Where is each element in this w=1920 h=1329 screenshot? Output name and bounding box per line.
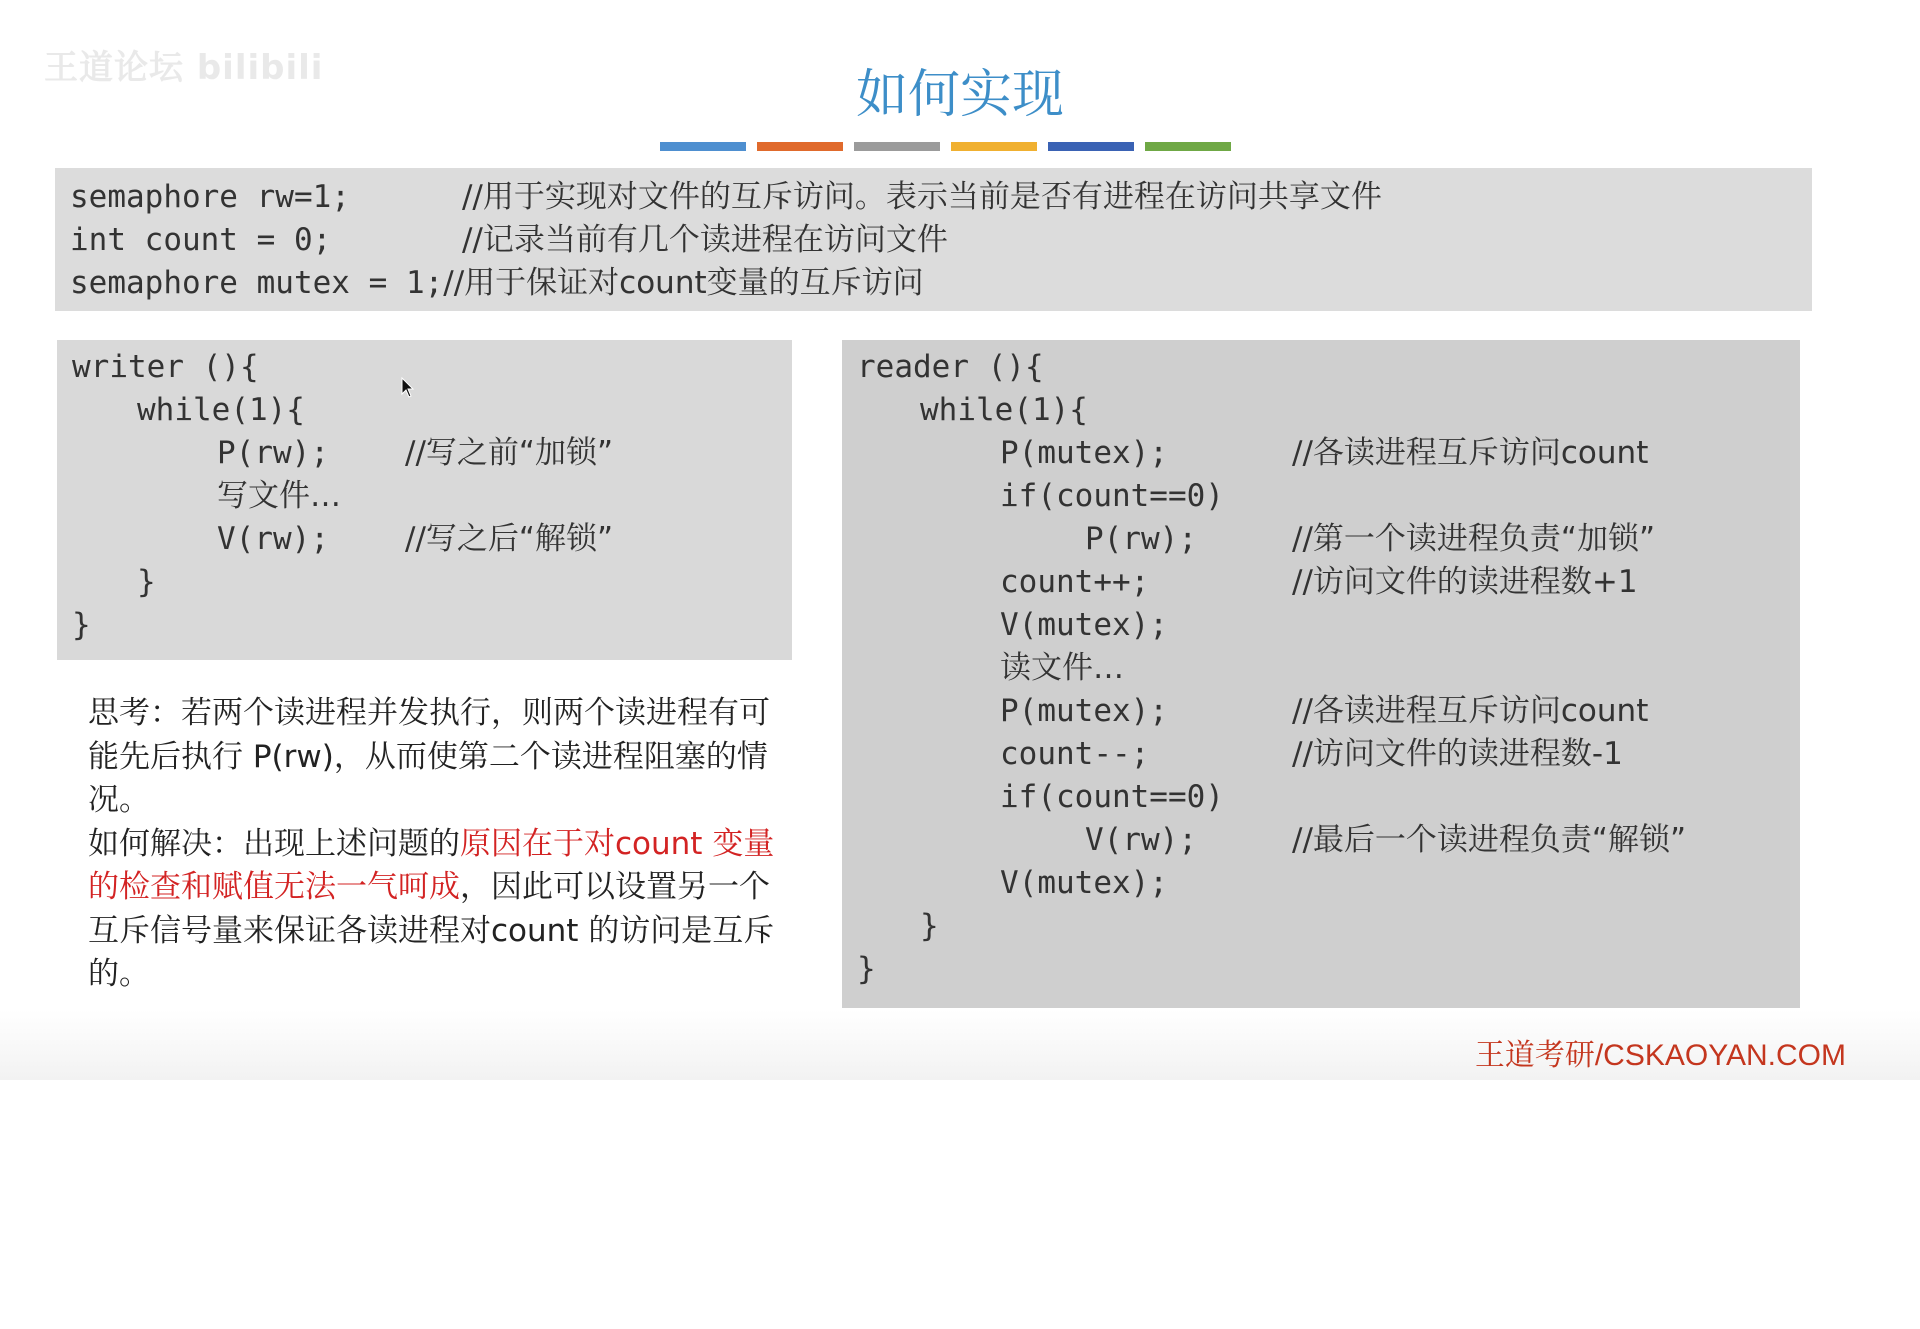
code-line: }: [920, 908, 939, 944]
code-line: while(1){: [920, 392, 1088, 428]
reader-code-box: [842, 340, 1800, 1008]
mouse-cursor-icon: [401, 377, 415, 399]
slide-title: 如何实现: [855, 65, 1064, 125]
color-bar: [757, 142, 843, 151]
declaration-comment: //用于实现对文件的互斥访问。表示当前是否有进程在访问共享文件: [461, 179, 1382, 215]
code-line: P(mutex);: [1000, 693, 1168, 729]
solution-prefix: 如何解决：出现上述问题的: [88, 825, 460, 862]
declaration-line: [70, 219, 948, 262]
color-bar: [1145, 142, 1231, 151]
code-line: reader (){: [857, 349, 1044, 385]
code-line: while(1){: [137, 392, 305, 428]
color-bar: [951, 142, 1037, 151]
declaration-line: [70, 262, 924, 305]
code-comment: //第一个读进程负责“加锁”: [1292, 521, 1656, 557]
code-line: if(count==0): [1000, 478, 1224, 514]
code-comment: //写之前“加锁”: [405, 435, 614, 471]
thinking-paragraph: 思考：若两个读进程并发执行，则两个读进程有可能先后执行 P(rw)，从而使第二个读进程阻塞的情况。: [88, 695, 770, 818]
declaration-line: [70, 176, 1382, 219]
declaration-code: int count = 0;: [70, 222, 462, 258]
code-line: V(rw);: [1085, 822, 1197, 858]
code-line: V(mutex);: [1000, 865, 1168, 901]
solution-highlight: 原因在于对count 变量的检查和赋值无法一气呵成: [88, 825, 775, 905]
code-line: }: [137, 564, 156, 600]
code-line: V(mutex);: [1000, 607, 1168, 643]
title-color-bars: [660, 142, 1231, 151]
code-line: 写文件…: [217, 478, 341, 514]
code-comment: //最后一个读进程负责“解锁”: [1292, 822, 1687, 858]
code-line: }: [857, 951, 876, 987]
code-comment: //访问文件的读进程数-1: [1292, 736, 1623, 772]
color-bar: [1048, 142, 1134, 151]
declaration-comment: //用于保证对count变量的互斥访问: [443, 265, 924, 301]
code-line: count--;: [1000, 736, 1150, 772]
code-line: writer (){: [72, 349, 259, 385]
declaration-comment: //记录当前有几个读进程在访问文件: [461, 222, 948, 258]
code-comment: //各读进程互斥访问count: [1292, 435, 1649, 471]
code-comment: //写之后“解锁”: [405, 521, 614, 557]
footer-brand: 王道考研/CSKAOYAN.COM: [1474, 1039, 1846, 1072]
code-line: 读文件…: [1000, 650, 1124, 686]
solution-paragraph: [88, 823, 788, 997]
watermark: 王道论坛 bilibili: [44, 48, 324, 88]
code-comment: //各读进程互斥访问count: [1292, 693, 1649, 729]
declaration-code: semaphore rw=1;: [70, 179, 462, 215]
explanation-text: [88, 692, 788, 997]
code-comment: //访问文件的读进程数+1: [1292, 564, 1638, 600]
code-line: P(mutex);: [1000, 435, 1168, 471]
solution-suffix: ，因此可以设置另一个互斥信号量来保证各读进程对count 的访问是互斥的。: [88, 869, 775, 992]
color-bar: [854, 142, 940, 151]
declaration-code: semaphore mutex = 1;: [70, 265, 444, 301]
code-line: P(rw);: [1085, 521, 1197, 557]
code-line: }: [72, 607, 91, 643]
writer-code-box: [57, 340, 792, 660]
code-line: count++;: [1000, 564, 1150, 600]
declarations-box: [55, 168, 1812, 311]
code-line: P(rw);: [217, 435, 329, 471]
color-bar: [660, 142, 746, 151]
code-line: if(count==0): [1000, 779, 1224, 815]
code-line: V(rw);: [217, 521, 329, 557]
